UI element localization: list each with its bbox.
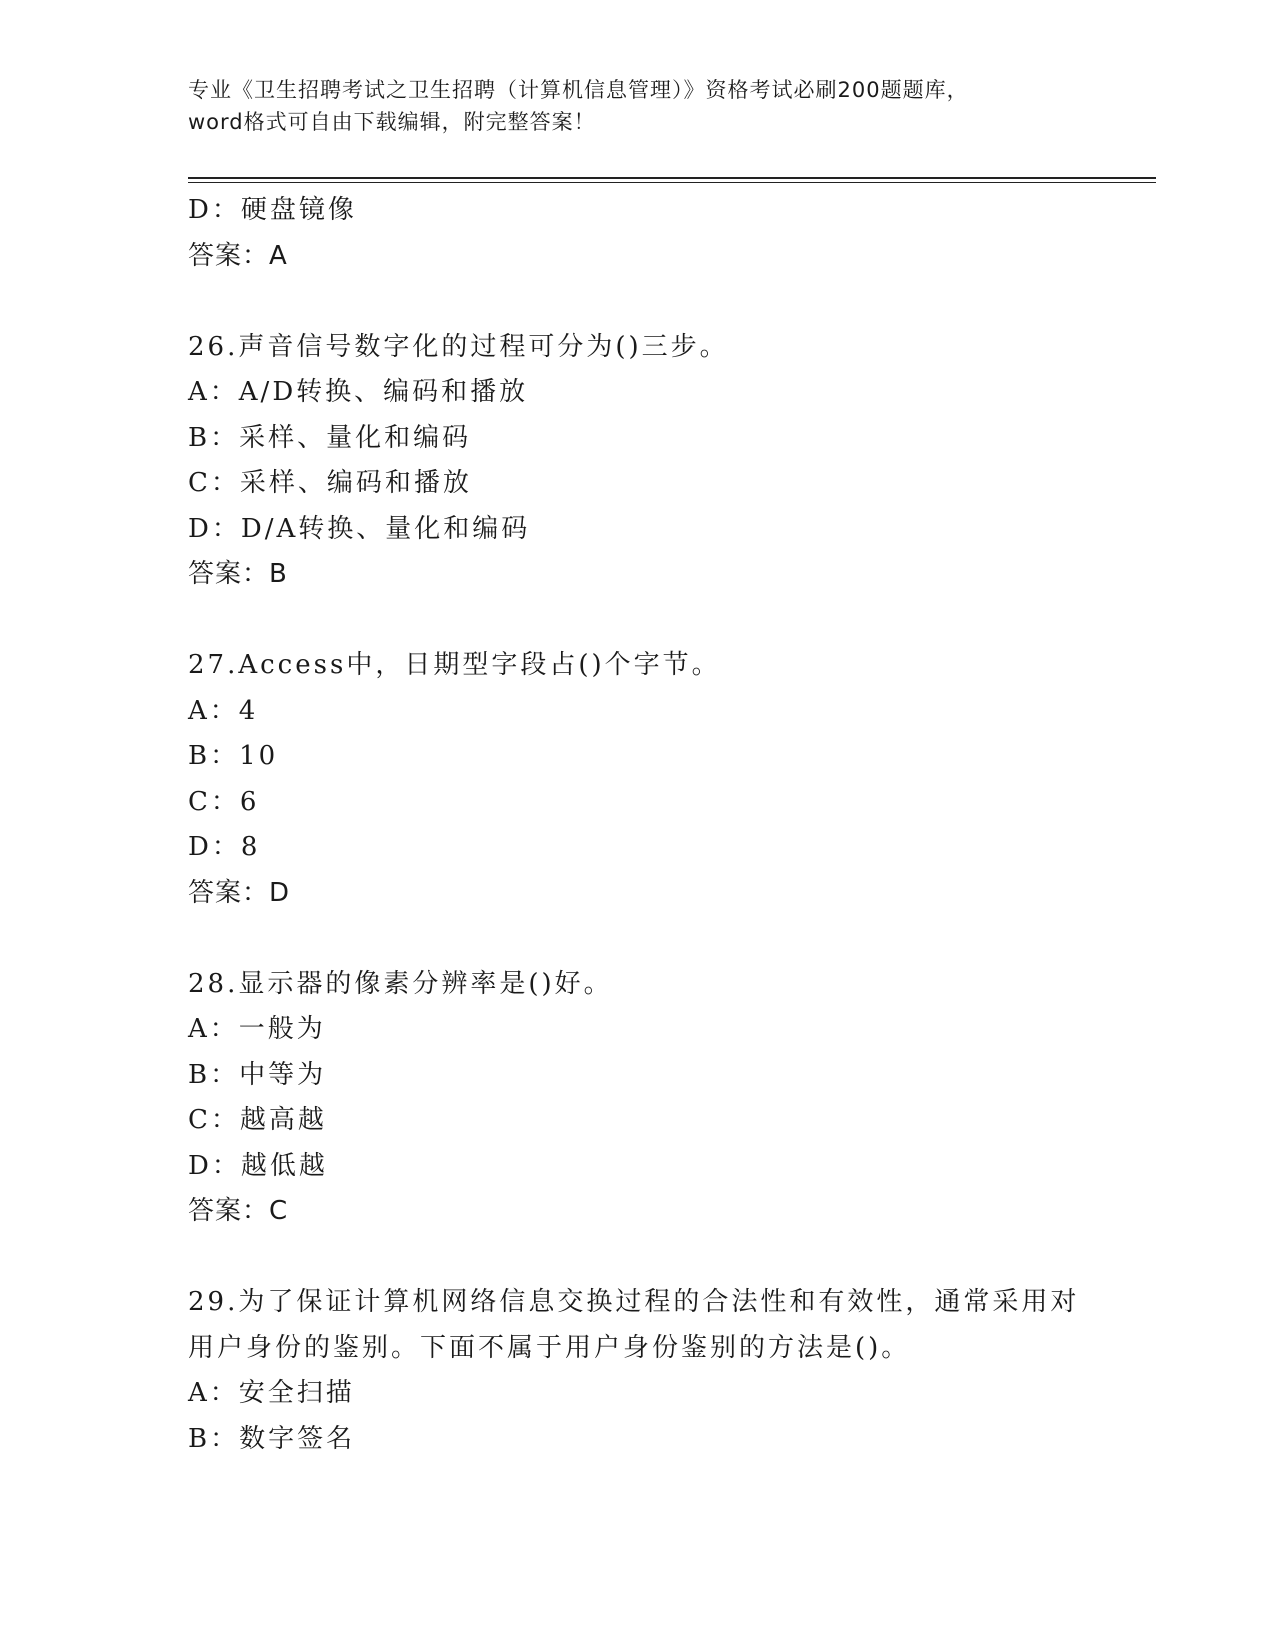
option-a: A：一般为 bbox=[188, 1014, 326, 1044]
question-stem-line-2: 用户身份的鉴别。下面不属于用户身份鉴别的方法是()。 bbox=[188, 1332, 911, 1363]
answer-line: 答案：C bbox=[188, 1196, 289, 1226]
spacer bbox=[188, 1235, 1148, 1281]
option-d: D：越低越 bbox=[188, 1150, 328, 1181]
option-d: D：D/A转换、量化和编码 bbox=[188, 513, 531, 544]
question-stem: 27.Access中，日期型字段占()个字节。 bbox=[188, 650, 721, 680]
question-stem: 28.显示器的像素分辨率是()好。 bbox=[188, 968, 613, 999]
spacer bbox=[188, 916, 1148, 962]
question-28 bbox=[188, 962, 1148, 1235]
option-d: D：硬盘镜像 bbox=[188, 195, 357, 225]
question-stem: 26.声音信号数字化的过程可分为()三步。 bbox=[188, 331, 729, 362]
answer-line: 答案：B bbox=[188, 559, 288, 589]
option-a: A：安全扫描 bbox=[188, 1378, 355, 1408]
option-b: B：采样、量化和编码 bbox=[188, 422, 472, 453]
option-a: A：4 bbox=[188, 695, 259, 726]
option-b: B：数字签名 bbox=[188, 1423, 356, 1454]
spacer bbox=[188, 279, 1148, 325]
spacer bbox=[188, 598, 1148, 644]
header-line-1: 专业《卫生招聘考试之卫生招聘（计算机信息管理）》资格考试必刷200题题库， bbox=[188, 78, 969, 102]
option-b: B：中等为 bbox=[188, 1059, 327, 1090]
option-c: C：采样、编码和播放 bbox=[188, 468, 472, 498]
option-d: D：8 bbox=[188, 832, 261, 862]
answer-line: 答案：A bbox=[188, 240, 288, 271]
header-divider-thick bbox=[188, 177, 1156, 179]
document-header bbox=[188, 74, 1088, 138]
question-29 bbox=[188, 1280, 1148, 1462]
question-25-continuation bbox=[188, 188, 1148, 279]
option-c: C：越高越 bbox=[188, 1105, 327, 1135]
option-b: B：10 bbox=[188, 741, 279, 771]
header-divider-thin bbox=[188, 182, 1156, 183]
question-26 bbox=[188, 325, 1148, 598]
header-line-2: word格式可自由下载编辑，附完整答案！ bbox=[188, 110, 596, 134]
question-content bbox=[188, 188, 1148, 1462]
answer-line: 答案：D bbox=[188, 877, 291, 908]
option-a: A：A/D转换、编码和播放 bbox=[188, 377, 529, 407]
option-c: C：6 bbox=[188, 786, 260, 817]
question-stem-line-1: 29.为了保证计算机网络信息交换过程的合法性和有效性，通常采用对 bbox=[188, 1287, 1080, 1317]
question-27 bbox=[188, 643, 1148, 916]
